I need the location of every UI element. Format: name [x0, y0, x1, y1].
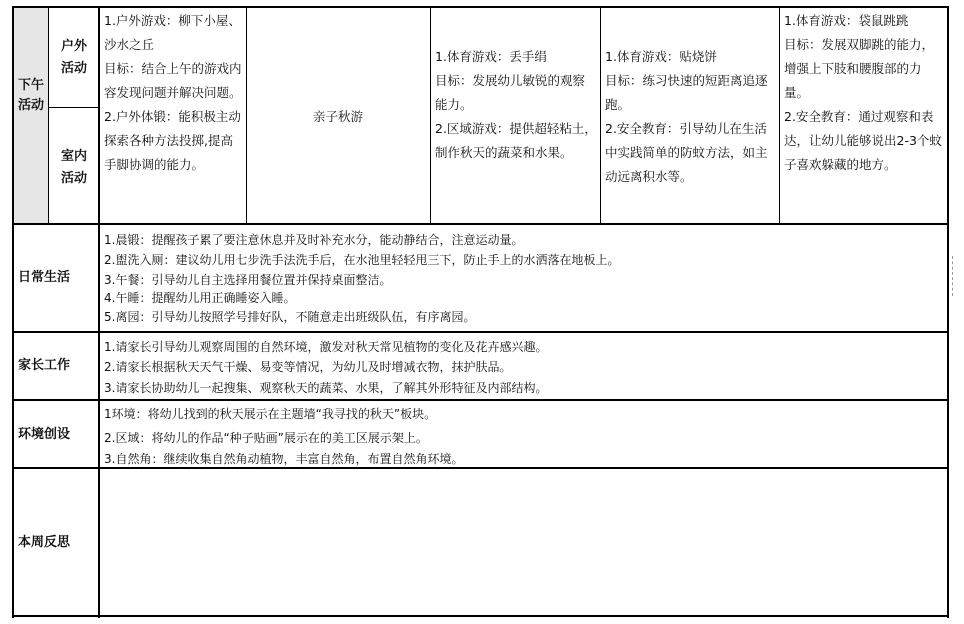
- afternoon-col-1: 1.户外游戏：柳下小屋、沙水之丘 目标：结合上午的游戏内容发现问题并解决问题。 2.户外体锻：能积极主动探索各种方法投掷,提高手脚协调的能力。: [104, 13, 242, 172]
- daily-line-3: 3.午餐：引导幼儿自主选择用餐位置并保持桌面整洁。: [104, 273, 392, 287]
- daily-line-4: 4.午睡：提醒幼儿用正确睡姿入睡。: [104, 291, 296, 305]
- parents-line-2: 2.请家长根据秋天天气干燥、易变等情况，为幼儿及时增减衣物，抹护肤品。: [104, 360, 512, 374]
- afternoon-label: 下午活动: [18, 78, 44, 113]
- afternoon-col-2: 亲子秋游: [312, 109, 363, 124]
- daily-line-1: 1.晨锻：提醒孩子累了要注意休息并及时补充水分，能动静结合，注意运动量。: [104, 233, 524, 247]
- afternoon-col-4: 1.体育游戏：贴烧饼 目标：练习快速的短距离追逐跑。 2.安全教育：引导幼儿在生活中实践简单的防蚊方法，如主动远离积水等。: [605, 49, 768, 184]
- edge-marker: [952, 256, 954, 296]
- parents-line-3: 3.请家长协助幼儿一起搜集、观察秋天的蔬菜、水果，了解其外形特征及内部结构。: [104, 381, 548, 395]
- afternoon-col-3: 1.体育游戏：丢手绢 目标：发展幼儿敏锐的观察能力。 2.区域游戏：提供超轻粘土，制作秋天的蔬菜和水果。: [435, 49, 597, 160]
- daily-line-5: 5.离园：引导幼儿按照学号排好队，不随意走出班级队伍，有序离园。: [104, 310, 476, 324]
- daily-label: 日常生活: [18, 270, 71, 285]
- reflection-content[interactable]: [104, 474, 942, 610]
- environment-line-3: 3.自然角：继续收集自然角动植物，丰富自然角，布置自然角环境。: [104, 452, 464, 466]
- environment-label: 环境创设: [18, 427, 71, 442]
- reflection-label: 本周反思: [18, 535, 71, 550]
- daily-line-2: 2.盥洗入厕：建议幼儿用七步洗手法洗手后，在水池里轻轻甩三下，防止手上的水洒落在地板上。: [104, 253, 620, 267]
- afternoon-col-5: 1.体育游戏：袋鼠跳跳 目标：发展双脚跳的能力，增强上下肢和腰腹部的力量。 2.安全教育：通过观察和表达，让幼儿能够说出2-3个蚊子喜欢躲藏的地方。: [784, 13, 942, 172]
- indoor-label: 室内活动: [60, 149, 87, 186]
- environment-line-2: 2.区域：将幼儿的作品“种子贴画”展示在的美工区展示架上。: [104, 431, 428, 445]
- environment-line-1: 1环境：将幼儿找到的秋天展示在主题墙“我寻找的秋天”板块。: [104, 407, 437, 421]
- parents-line-1: 1.请家长引导幼儿观察周围的自然环境，激发对秋天常见植物的变化及花卉感兴趣。: [104, 340, 548, 354]
- outdoor-label: 户外活动: [60, 39, 87, 76]
- parents-label: 家长工作: [18, 358, 71, 373]
